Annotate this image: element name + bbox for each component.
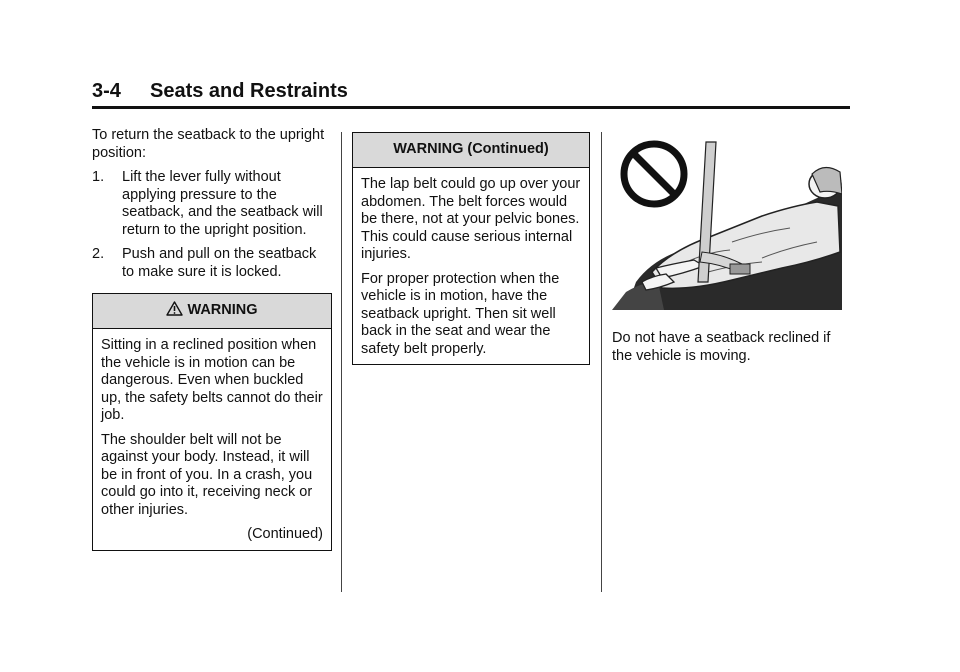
intro-text: To return the seatback to the upright position:: [92, 127, 325, 161]
warning-body: [353, 168, 589, 364]
warning-paragraph: The shoulder belt will not be against your body. Instead, it will be in front of you. In a crash, you could go into it, receiving neck or other injuries.: [101, 431, 313, 518]
warning-paragraph: Sitting in a reclined position when the vehicle is in motion can be dangerous. Even when buckled up, the safety belts cannot do their job.: [101, 337, 323, 423]
continued-label: (Continued): [247, 526, 323, 542]
warning-header: [353, 133, 589, 168]
section-number: 3-4: [92, 80, 121, 102]
section-title: Seats and Restraints: [150, 80, 348, 102]
step-number: 1.: [92, 169, 105, 185]
prohibition-icon: [624, 144, 684, 204]
warning-title: WARNING (Continued): [393, 141, 549, 158]
warning-box: [92, 293, 332, 551]
illustration-caption: Do not have a seatback reclined if the vehicle is moving.: [612, 330, 831, 364]
warning-triangle-icon: [166, 301, 183, 322]
warning-paragraph: For proper protection when the vehicle is in motion, have the seatback upright. Then sit well back in the seat and wear the safety belt properly.: [361, 270, 560, 357]
warning-paragraph: The lap belt could go up over your abdomen. The belt forces would be there, not at your pelvic bones. This could cause serious internal injuries.: [361, 176, 581, 262]
warning-box-continued: [352, 132, 590, 365]
step-number: 2.: [92, 246, 105, 262]
warning-header: [93, 294, 331, 329]
list-item: [92, 169, 332, 239]
step-text: Lift the lever fully without applying pressure to the seatback, and the seatback will return to the upright position.: [122, 169, 323, 238]
column-2: [352, 132, 590, 365]
warning-body: [93, 329, 331, 550]
page-header: [92, 80, 850, 109]
column-divider: [341, 132, 342, 592]
warning-title: WARNING: [187, 302, 258, 319]
steps-list: [92, 169, 332, 281]
list-item: [92, 246, 332, 281]
reclined-occupant-illustration: [612, 132, 842, 312]
column-divider: [601, 132, 602, 592]
column-3: [612, 132, 842, 365]
step-text: Push and pull on the seatback to make sure it is locked.: [122, 246, 317, 280]
column-1: [92, 127, 332, 551]
